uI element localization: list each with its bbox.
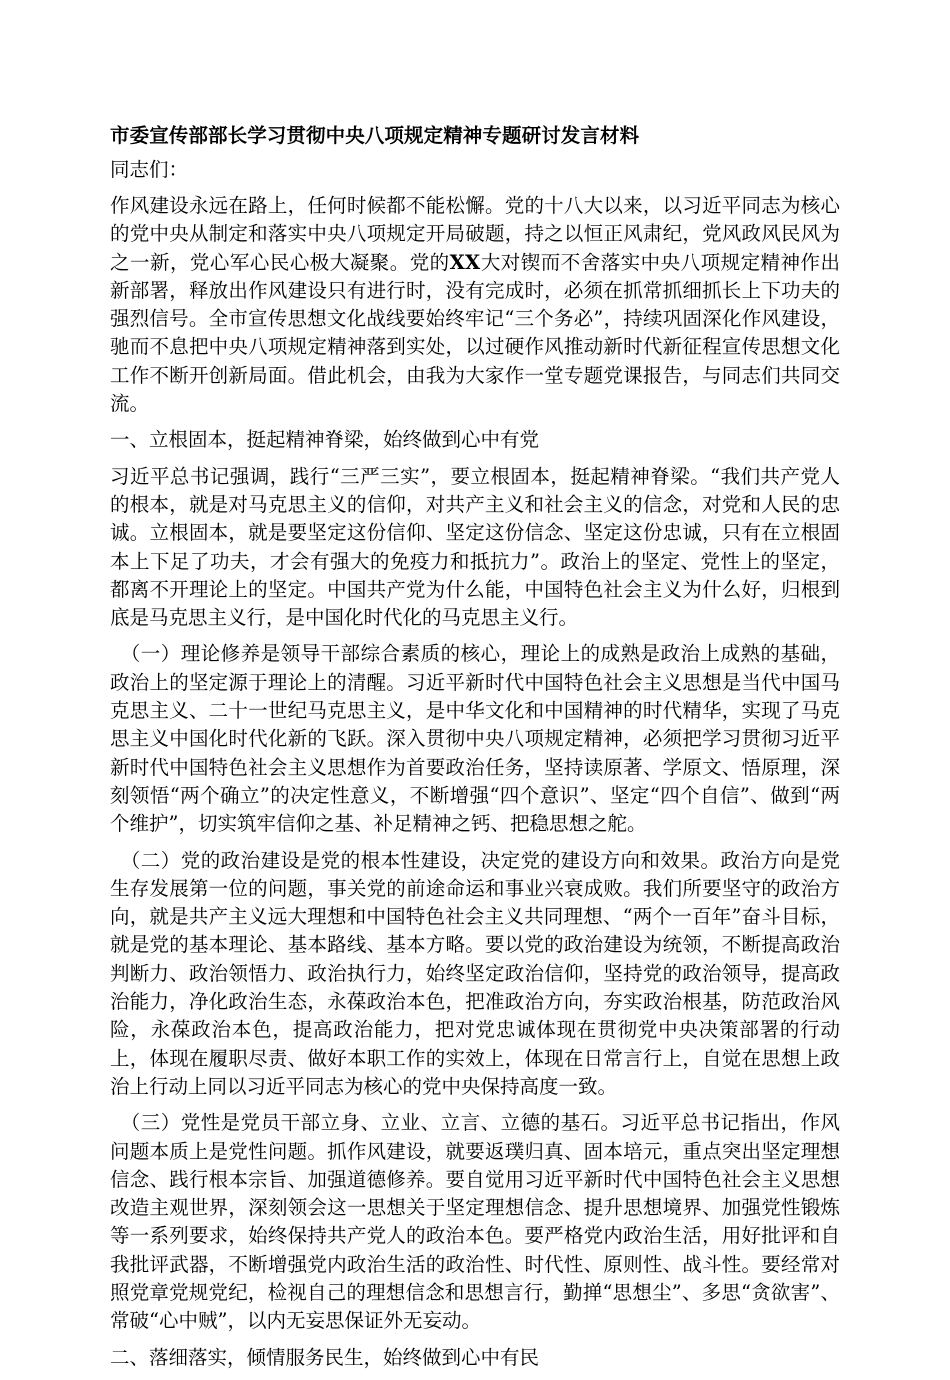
subsection-two-paragraph: （二）党的政治建设是党的根本性建设，决定党的建设方向和效果。政治方向是党生存发展第一位的问题，事关党的前途命运和事业兴衰成败。我们所要坚守的政治方向，就是共产主义远大理想和中国特色社会主义共同理想、“两个一百年”奋斗目标，就是党的基本理论、基本路线、基本方略。要以党的政治建设为统领，不断提高政治判断力、政治领悟力、政治执行力，始终坚定政治信仰，坚持党的政治领导，提高政治能力，净化政治生态，永葆政治本色，把准政治方向，夯实政治根基，防范政治风险，永葆政治本色，提高政治能力，把对党忠诚体现在贯彻党中央决策部署的行动上，体现在履职尽责、做好本职工作的实效上，体现在日常言行上，自觉在思想上政治上行动上同以习近平同志为核心的党中央保持高度一致。 — [110, 848, 840, 1098]
section-one-lead-paragraph: 习近平总书记强调，践行“三严三实”，要立根固本，挺起精神脊梁。“我们共产党人的根本，就是对马克思主义的信仰，对共产主义和社会主义的信念，对党和人民的忠诚。立根固本，就是要坚定这份信仰、坚定这份信念、坚定这份忠诚，只有在立根固本上下足了功夫，才会有强大的免疫力和抵抗力”。政治上的坚定、党性上的坚定，都离不开理论上的坚定。中国共产党为什么能，中国特色社会主义为什么好，归根到底是马克思主义行，是中国化时代化的马克思主义行。 — [110, 464, 840, 630]
section-heading-two: 二、落细落实，倾情服务民生，始终做到心中有民 — [110, 1345, 540, 1369]
section-heading-one: 一、立根固本，挺起精神脊梁，始终做到心中有党 — [110, 428, 540, 452]
subsection-three-paragraph: （三）党性是党员干部立身、立业、立言、立德的基石。习近平总书记指出，作风问题本质上是党性问题。抓作风建设，就要返璞归真、固本培元，重点突出坚定理想信念、践行根本宗旨、加强道德修养。要自觉用习近平新时代中国特色社会主义思想改造主观世界，深刻领会这一思想关于坚定理想信念、提升思想境界、加强党性锻炼等一系列要求，始终保持共产党人的政治本色。要严格党内政治生活，用好批评和自我批评武器，不断增强党内政治生活的政治性、时代性、原则性、战斗性。要经常对照党章党规党纪，检视自己的理想信念和思想言行，勤掸“思想尘”、多思“贪欲害”、常破“心中贼”，以内无妄思保证外无妄动。 — [110, 1111, 840, 1333]
salutation: 同志们： — [110, 158, 189, 181]
page-title: 市委宣传部部长学习贯彻中央八项规定精神专题研讨发言材料 — [110, 124, 640, 147]
subsection-one-paragraph: （一）理论修养是领导干部综合素质的核心，理论上的成熟是政治上成熟的基础，政治上的坚定源于理论上的清醒。习近平新时代中国特色社会主义思想是当代中国马克思主义、二十一世纪马克思主义，是中华文化和中国精神的时代精华，实现了马克思主义中国化时代化新的飞跃。深入贯彻中央八项规定精神，必须把学习贯彻习近平新时代中国特色社会主义思想作为首要政治任务，坚持读原著、学原文、悟原理，深刻领悟“两个确立”的决定性意义，不断增强“四个意识”、坚定“四个自信”、做到“两个维护”，切实筑牢信仰之基、补足精神之钙、把稳思想之舵。 — [110, 642, 840, 836]
intro-paragraph: 作风建设永远在路上，任何时候都不能松懈。党的十八大以来，以习近平同志为核心的党中央从制定和落实中央八项规定开局破题，持之以恒正风肃纪，党风政风民风为之一新，党心军心民心极大凝聚。党的XX大对锲而不舍落实中央八项规定精神作出新部署，释放出作风建设只有进行时，没有完成时，必须在抓常抓细抓长上下功夫的强烈信号。全市宣传思想文化战线要始终牢记“三个务必”，持续巩固深化作风建设，驰而不息把中央八项规定精神落到实处，以过硬作风推动新时代新征程宣传思想文化工作不断开创新局面。借此机会，由我为大家作一堂专题党课报告，与同志们共同交流。 — [110, 194, 840, 416]
document-blocks — [110, 192, 840, 1372]
emphasised-text: XX — [449, 250, 481, 274]
document-body — [110, 122, 840, 1380]
